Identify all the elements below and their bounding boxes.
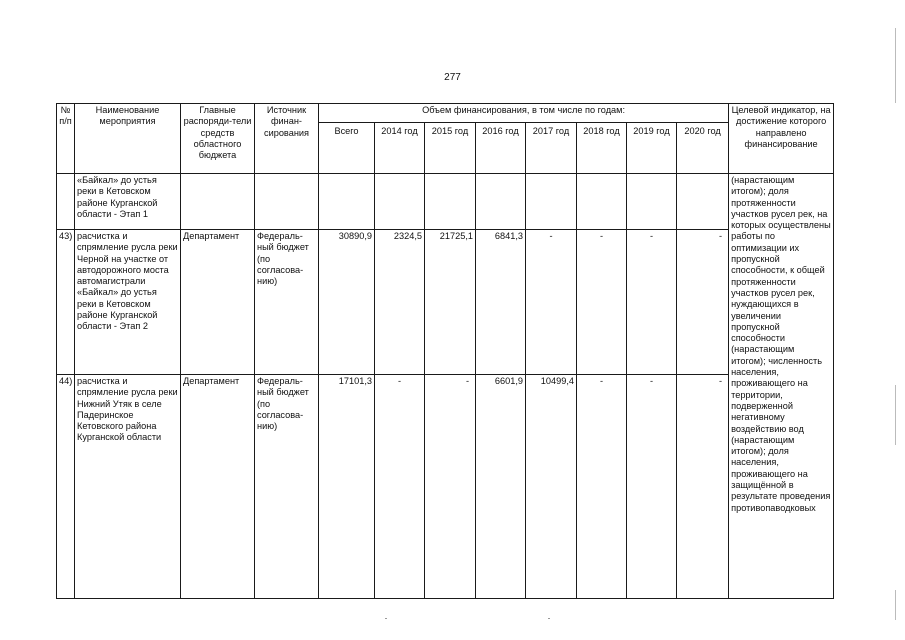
row-num: 43) (57, 230, 75, 375)
header-year-2018: 2018 год (577, 123, 627, 174)
page-number: 277 (444, 72, 461, 83)
row-value-2020: - (677, 230, 729, 375)
indicator-cell: (нарастающим итогом); доля протяженности участков русел рек, на которых осуществлены работы по оптимизации их пропускной способности, к общей протяженности участков русел рек, нуждающихся в увеличении пропускной способности (нарастающим итогом); численность населения, проживающего на территории, подверженной негативному воздействию вод (нарастающим итогом); доля населения, проживающего на защищённой в результате проведения противопаводковых (729, 174, 834, 599)
row-num (57, 174, 75, 230)
row-value-2014: 2324,5 (375, 230, 425, 375)
row-value-2017: 10499,4 (526, 375, 577, 599)
scan-margin-line (895, 28, 896, 103)
scan-margin-line (895, 385, 896, 445)
header-year-total: Всего (319, 123, 375, 174)
row-value-2016: 6601,9 (476, 375, 526, 599)
row-value-2016 (476, 174, 526, 230)
header-year-2016: 2016 год (476, 123, 526, 174)
scan-margin-line (895, 590, 896, 620)
row-value-2018: - (577, 230, 627, 375)
header-managers: Главные распоряди-тели средств областного бюджета (181, 104, 255, 174)
row-value-2015 (425, 174, 476, 230)
header-year-2017: 2017 год (526, 123, 577, 174)
row-value-total: 30890,9 (319, 230, 375, 375)
row-name: расчистка и спрямление русла реки Нижний Утяк в селе Падеринское Кетовского района Курганской области (75, 375, 181, 599)
scan-artifact (385, 618, 387, 619)
header-volume: Объем финансирования, в том числе по годам: (319, 104, 729, 123)
row-num: 44) (57, 375, 75, 599)
row-value-2014: - (375, 375, 425, 599)
row-value-2020: - (677, 375, 729, 599)
header-indicator: Целевой индикатор, на достижение которого направлено финансирование (729, 104, 834, 174)
row-value-2018: - (577, 375, 627, 599)
row-manager (181, 174, 255, 230)
header-num: № п/п (57, 104, 75, 174)
header-year-2015: 2015 год (425, 123, 476, 174)
row-value-2015: 21725,1 (425, 230, 476, 375)
row-name: «Байкал» до устья реки в Кетовском районе Курганской области - Этап 1 (75, 174, 181, 230)
row-value-2017: - (526, 230, 577, 375)
row-value-2017 (526, 174, 577, 230)
row-value-total (319, 174, 375, 230)
row-manager: Департамент (181, 230, 255, 375)
header-row-1 (57, 104, 834, 123)
table-row (57, 174, 834, 230)
row-value-2019 (627, 174, 677, 230)
header-year-2014: 2014 год (375, 123, 425, 174)
row-value-2018 (577, 174, 627, 230)
row-name: расчистка и спрямление русла реки Черной на участке от автодорожного моста автомагистрали «Байкал» до устья реки в Кетовском районе Курганской области - Этап 2 (75, 230, 181, 375)
scan-artifact (548, 618, 550, 619)
row-value-2015: - (425, 375, 476, 599)
row-value-2019: - (627, 375, 677, 599)
header-year-2019: 2019 год (627, 123, 677, 174)
row-source: Федераль-ный бюджет (по согласова-нию) (255, 375, 319, 599)
table-row (57, 375, 834, 599)
row-value-2020 (677, 174, 729, 230)
row-manager: Департамент (181, 375, 255, 599)
row-value-2016: 6841,3 (476, 230, 526, 375)
header-source: Источник финан-сирования (255, 104, 319, 174)
header-name: Наименование мероприятия (75, 104, 181, 174)
row-value-2019: - (627, 230, 677, 375)
row-source (255, 174, 319, 230)
financing-table (56, 103, 834, 599)
row-value-total: 17101,3 (319, 375, 375, 599)
row-value-2014 (375, 174, 425, 230)
table-row (57, 230, 834, 375)
row-source: Федераль-ный бюджет (по согласова-нию) (255, 230, 319, 375)
header-year-2020: 2020 год (677, 123, 729, 174)
